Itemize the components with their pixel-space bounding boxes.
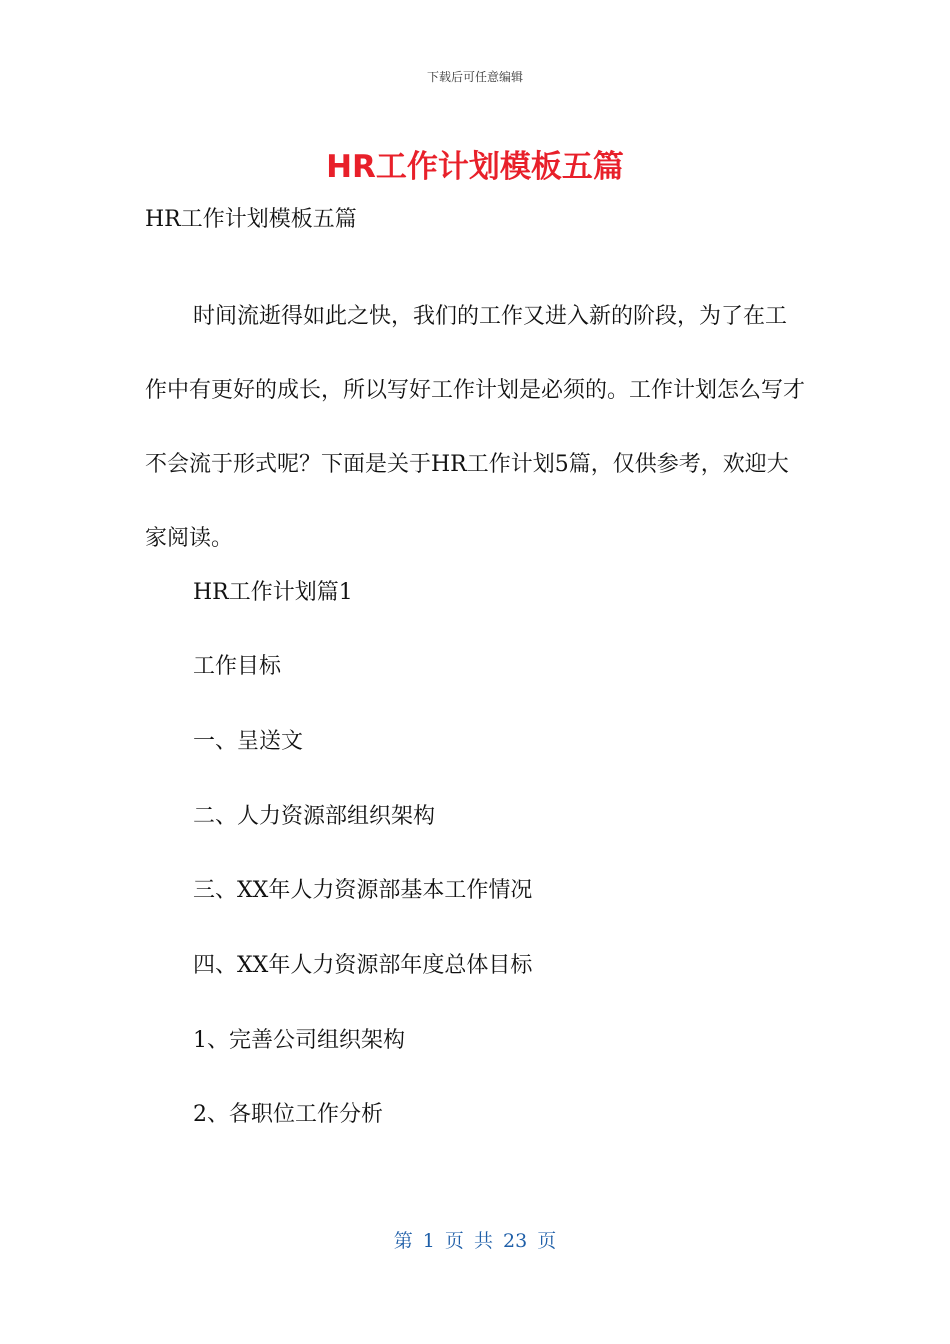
list-item: 1、完善公司组织架构 <box>193 1028 405 1053</box>
section-heading-plan-1: HR工作计划篇1 <box>193 580 353 605</box>
header-note: 下载后可任意编辑 <box>426 70 523 84</box>
document-title: HR工作计划模板五篇 <box>326 149 624 185</box>
list-item: 二、人力资源部组织架构 <box>193 804 436 829</box>
page-number-footer: 第 1 页 共 23 页 <box>393 1230 557 1252</box>
list-item: 三、XX年人力资源部基本工作情况 <box>193 878 533 903</box>
intro-paragraph: 时间流逝得如此之快，我们的工作又进入新的阶段，为了在工作中有更好的成长，所以写好工作计划是必须的。工作计划怎么写才不会流于形式呢？下面是关于HR工作计划5篇，仅供参考，欢迎大家阅读。 <box>145 304 806 551</box>
document-subtitle: HR工作计划模板五篇 <box>145 207 357 232</box>
list-item: 一、呈送文 <box>193 729 304 754</box>
list-item: 工作目标 <box>193 654 282 679</box>
list-item: 2、各职位工作分析 <box>193 1102 383 1127</box>
list-item: 四、XX年人力资源部年度总体目标 <box>193 953 533 978</box>
